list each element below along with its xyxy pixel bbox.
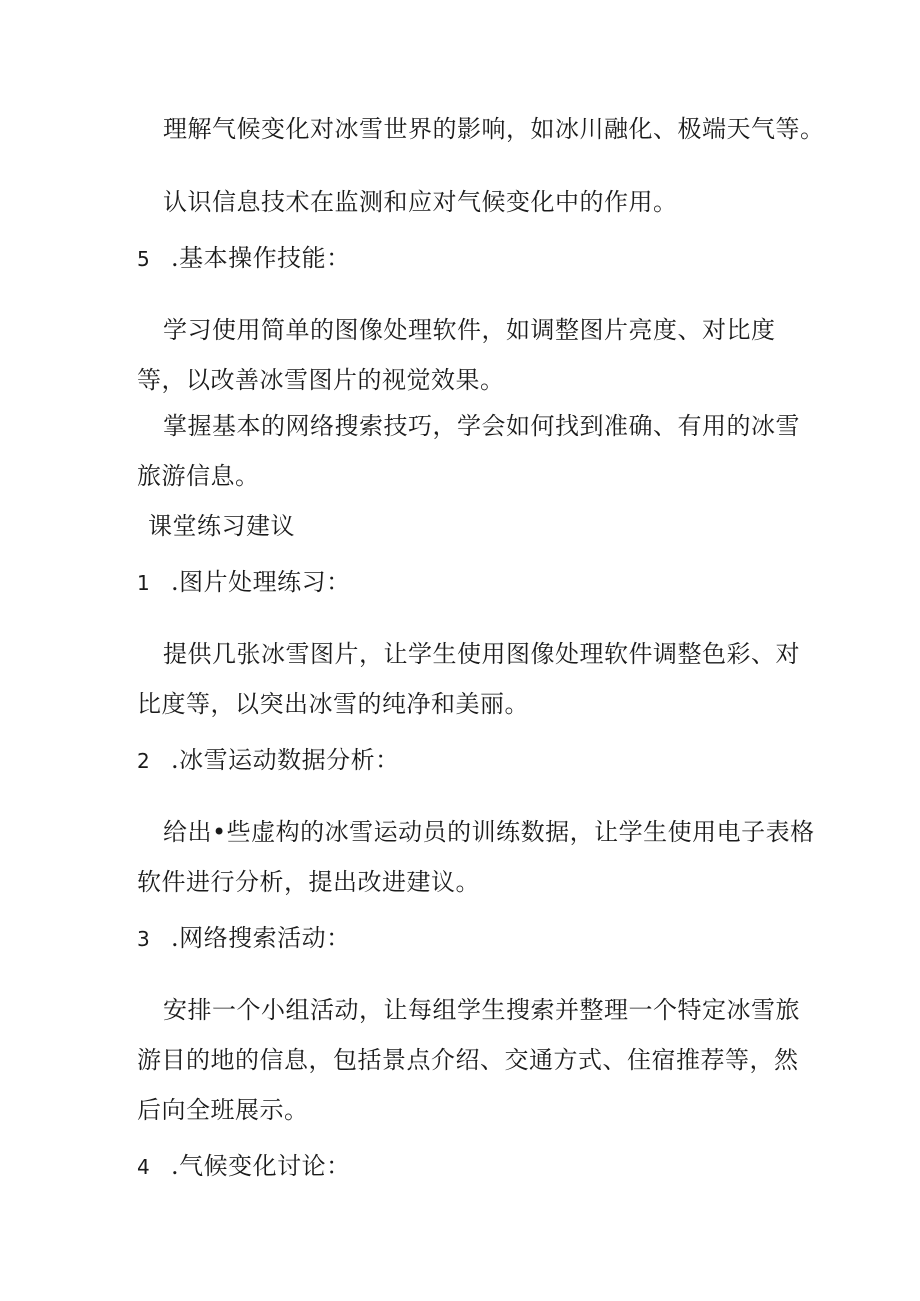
paragraph-line: 等，以改善冰雪图片的视觉效果。 <box>137 366 505 394</box>
paragraph-line: 提供几张冰雪图片，让学生使用图像处理软件调整色彩、对 <box>163 640 800 668</box>
section-number: 5 <box>137 247 151 271</box>
paragraph-line: 掌握基本的网络搜索技巧，学会如何找到准确、有用的冰雪 <box>163 412 800 440</box>
section-title: .冰雪运动数据分析： <box>171 746 400 774</box>
section-title: .图片处理练习： <box>171 568 351 596</box>
paragraph-line: 认识信息技术在监测和应对气候变化中的作用。 <box>163 188 678 216</box>
section-title: .网络搜索活动： <box>171 924 351 952</box>
section-heading <box>137 1150 351 1183</box>
section-number: 1 <box>137 571 151 595</box>
section-heading <box>137 566 351 599</box>
paragraph-line: 给出•些虚构的冰雪运动员的训练数据，让学生使用电子表格 <box>163 818 815 846</box>
section-number: 4 <box>137 1155 151 1179</box>
section-heading <box>137 922 351 955</box>
section-number: 3 <box>137 927 151 951</box>
paragraph-line: 游目的地的信息，包括景点介绍、交通方式、住宿推荐等，然 <box>137 1046 799 1074</box>
section-title: .基本操作技能： <box>171 244 351 272</box>
paragraph-line: 后向全班展示。 <box>137 1096 309 1124</box>
section-heading <box>137 744 400 777</box>
subsection-title: 课堂练习建议 <box>148 512 295 540</box>
paragraph-line: 软件进行分析，提出改进建议。 <box>137 868 480 896</box>
paragraph-line: 安排一个小组活动，让每组学生搜索并整理一个特定冰雪旅 <box>163 996 800 1024</box>
section-number: 2 <box>137 749 151 773</box>
paragraph-line: 学习使用简单的图像处理软件，如调整图片亮度、对比度 <box>163 316 776 344</box>
paragraph-line: 理解气候变化对冰雪世界的影响，如冰川融化、极端天气等。 <box>163 115 825 143</box>
paragraph-line: 旅游信息。 <box>137 462 260 490</box>
section-heading <box>137 242 351 275</box>
paragraph-line: 比度等，以突出冰雪的纯净和美丽。 <box>137 690 529 718</box>
section-title: .气候变化讨论： <box>171 1152 351 1180</box>
